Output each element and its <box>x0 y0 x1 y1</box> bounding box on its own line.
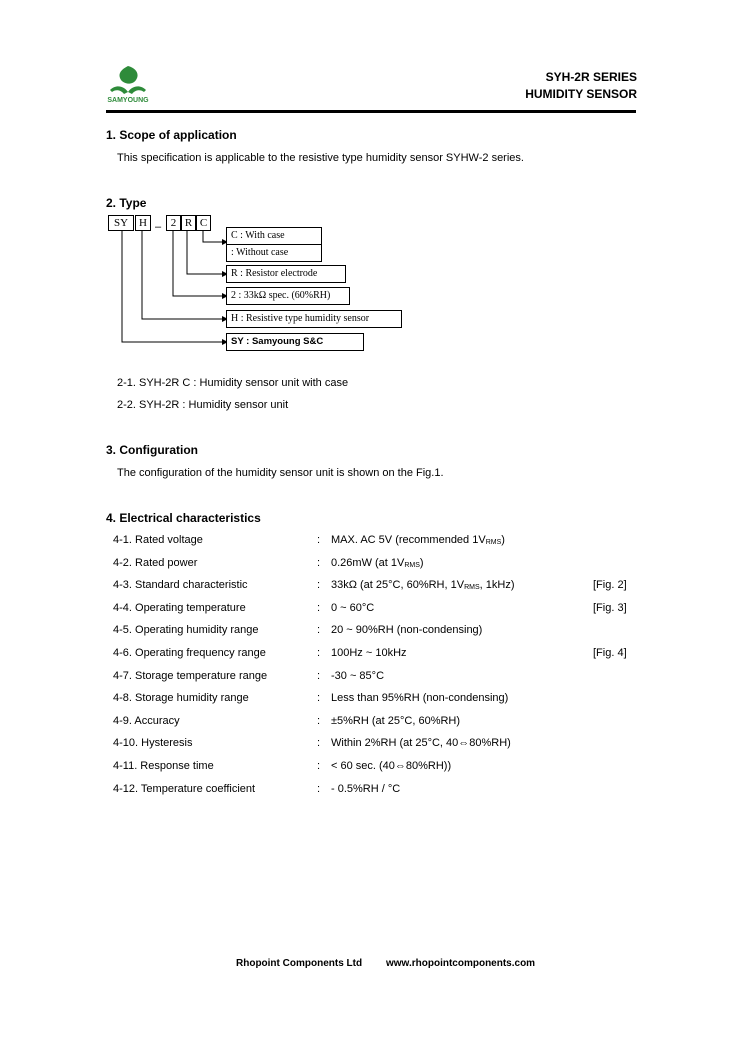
type-note-2: 2-2. SYH-2R : Humidity sensor unit <box>117 399 289 411</box>
row-colon: : <box>317 714 321 727</box>
row-colon: : <box>317 556 321 569</box>
row-colon: : <box>317 534 321 546</box>
row-value: 100Hz ~ 10kHz <box>331 647 407 659</box>
row-value: 0.26mW (at $1V_{RMS}$) <box>331 556 424 569</box>
scope-heading: 1. Scope of application <box>106 128 237 142</box>
row-label: 4-12. Temperature coefficient <box>113 782 256 795</box>
type-label-without-case: : Without case <box>226 244 322 262</box>
row-value: 20 ~ 90%RH (non-condensing) <box>331 624 483 637</box>
row-colon: : <box>317 601 321 614</box>
scope-text: This specification is applicable to the resistive type humidity sensor SYHW-2 series. <box>117 152 524 164</box>
row-label: 4-1. Rated voltage <box>113 534 203 546</box>
logo-text: SAMYOUNG <box>107 97 149 104</box>
row-value: Less than 95%RH (non-condensing) <box>331 692 509 705</box>
row-value: - 0.5%RH / °C <box>331 782 401 795</box>
row-figure-ref: [Fig. 2] <box>593 579 627 592</box>
code-separator: – <box>155 221 162 233</box>
config-heading: 3. Configuration <box>106 443 198 457</box>
row-figure-ref: [Fig. 4] <box>593 647 627 659</box>
row-label: 4-5. Operating humidity range <box>113 624 259 637</box>
row-colon: : <box>317 692 321 705</box>
row-colon: : <box>317 579 321 592</box>
row-value: 33kΩ (at 25°C, 60%RH, $1V_{RMS}$, 1kHz) <box>331 579 515 592</box>
row-value: -30 ~ 85°C <box>331 669 385 682</box>
code-box-sy: SY <box>108 215 134 231</box>
row-label: 4-8. Storage humidity range <box>113 692 249 705</box>
row-colon: : <box>317 782 321 795</box>
type-label-maker: SY : Samyoung S&C <box>226 333 364 351</box>
code-box-2: 2 <box>166 215 181 231</box>
footer-company: Rhopoint Components Ltd <box>236 958 363 969</box>
row-label: 4-3. Standard characteristic <box>113 579 248 592</box>
row-value: 0 ~ 60°C <box>331 601 375 614</box>
row-figure-ref: [Fig. 3] <box>593 601 627 614</box>
row-colon: : <box>317 647 321 659</box>
product-title: HUMIDITY SENSOR <box>525 87 637 101</box>
row-value: ±5%RH (at 25°C, 60%RH) <box>331 714 461 727</box>
type-label-sensor: H : Resistive type humidity sensor <box>226 310 402 328</box>
type-note-1: 2-1. SYH-2R C : Humidity sensor unit with case <box>117 377 349 389</box>
row-value: Within 2%RH (at 25°C, 40⇔80%RH) <box>331 737 511 750</box>
electrical-heading: 4. Electrical characteristics <box>106 511 261 525</box>
row-label: 4-6. Operating frequency range <box>113 647 266 659</box>
row-value: MAX. AC 5V (recommended $1V_{RMS}$) <box>331 534 505 546</box>
code-box-h: H <box>135 215 151 231</box>
row-label: 4-11. Response time <box>113 760 214 772</box>
footer-website: www.rhopointcomponents.com <box>386 958 536 969</box>
series-title: SYH-2R SERIES <box>545 70 637 84</box>
row-colon: : <box>317 669 321 682</box>
config-text: The configuration of the humidity sensor unit is shown on the Fig.1. <box>117 467 444 479</box>
row-label: 4-7. Storage temperature range <box>113 669 268 682</box>
code-box-c: C <box>196 215 211 231</box>
row-label: 4-9. Accuracy <box>113 714 180 727</box>
row-label: 4-4. Operating temperature <box>113 601 246 614</box>
header-rule <box>106 110 636 113</box>
row-value: < 60 sec. (40⇔80%RH)) <box>331 760 452 772</box>
row-label: 4-10. Hysteresis <box>113 737 193 750</box>
row-label: 4-2. Rated power <box>113 556 198 569</box>
type-label-spec: 2 : 33kΩ spec. (60%RH) <box>226 287 350 305</box>
row-colon: : <box>317 760 321 772</box>
samyoung-logo <box>106 64 150 104</box>
type-heading: 2. Type <box>106 196 147 210</box>
code-box-r: R <box>181 215 196 231</box>
type-label-with-case: C : With case <box>226 227 322 245</box>
type-label-resistor: R : Resistor electrode <box>226 265 346 283</box>
row-colon: : <box>317 737 321 750</box>
row-colon: : <box>317 624 321 637</box>
